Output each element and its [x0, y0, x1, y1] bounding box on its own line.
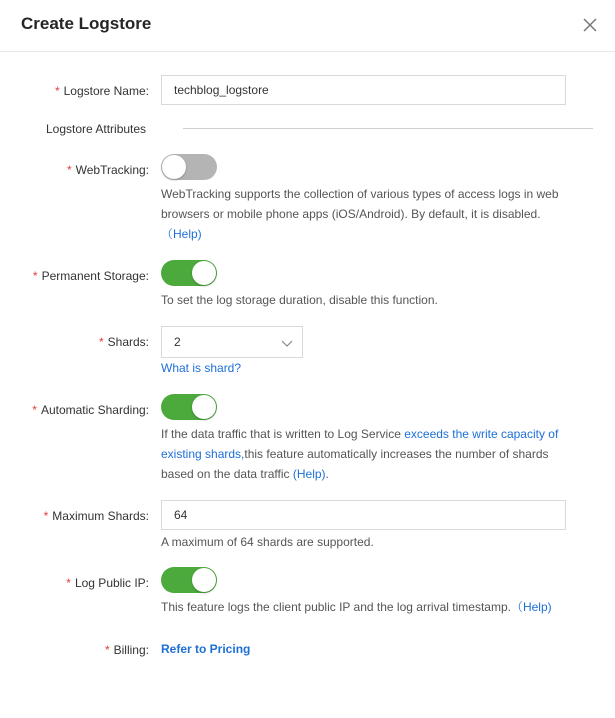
shards-select[interactable]: [161, 326, 303, 358]
shards-selected-value: 2: [174, 335, 181, 349]
required-marker: *: [32, 403, 37, 417]
required-marker: *: [104, 643, 110, 657]
chevron-down-icon: [280, 336, 294, 350]
section-divider: [183, 128, 593, 129]
log-public-ip-description: This feature logs the client public IP and the log arrival timestamp.（Help): [161, 600, 552, 614]
toggle-knob: [192, 395, 216, 419]
webtracking-label: * WebTracking:: [66, 163, 149, 177]
required-marker: *: [43, 509, 49, 523]
shards-label: * Shards:: [98, 335, 149, 349]
required-marker: *: [66, 576, 71, 590]
logstore-name-input[interactable]: [161, 75, 566, 105]
automatic-sharding-help-link[interactable]: (Help): [292, 467, 326, 481]
required-marker: *: [98, 335, 104, 349]
what-is-shard-link[interactable]: What is shard?: [161, 361, 242, 375]
close-button[interactable]: [579, 14, 601, 36]
permanent-storage-toggle[interactable]: [161, 260, 217, 286]
dialog-header: [0, 0, 615, 52]
log-public-ip-toggle[interactable]: [161, 567, 217, 593]
billing-label: * Billing:: [104, 643, 149, 657]
toggle-knob: [192, 568, 216, 592]
write-capacity-link[interactable]: exceeds the write capacity of existing shards,: [161, 427, 559, 461]
logstore-attributes-heading: Logstore Attributes: [46, 122, 147, 136]
refer-to-pricing-link[interactable]: Refer to Pricing: [161, 642, 251, 656]
webtracking-toggle[interactable]: [161, 154, 217, 180]
required-marker: *: [66, 163, 72, 177]
logstore-name-label: * Logstore Name:: [54, 84, 149, 98]
maximum-shards-description: A maximum of 64 shards are supported.: [161, 535, 374, 549]
webtracking-description: WebTracking supports the collection of various types of access logs in web browsers or mobile phone apps (iOS/Android). By default, it is disabled. （Help): [161, 187, 559, 241]
required-marker: *: [54, 84, 60, 98]
maximum-shards-label: * Maximum Shards:: [43, 509, 149, 523]
automatic-sharding-toggle[interactable]: [161, 394, 217, 420]
permanent-storage-label: * Permanent Storage:: [32, 269, 149, 283]
dialog-title: Create Logstore: [21, 14, 152, 33]
permanent-storage-description: To set the log storage duration, disable this function.: [161, 293, 438, 307]
automatic-sharding-label: * Automatic Sharding:: [32, 403, 149, 417]
log-public-ip-label: * Log Public IP:: [66, 576, 149, 590]
close-icon: [579, 14, 601, 36]
toggle-knob: [192, 261, 216, 285]
required-marker: *: [32, 269, 38, 283]
toggle-knob: [162, 155, 186, 179]
log-public-ip-help-link[interactable]: （Help): [510, 600, 552, 614]
webtracking-help-link[interactable]: （Help): [161, 227, 202, 241]
automatic-sharding-description: If the data traffic that is written to Log Service exceeds the write capacity of existing shards,this feature automatically increases the number of shards based on the data traffic (Help).: [161, 427, 559, 481]
maximum-shards-input[interactable]: [161, 500, 566, 530]
